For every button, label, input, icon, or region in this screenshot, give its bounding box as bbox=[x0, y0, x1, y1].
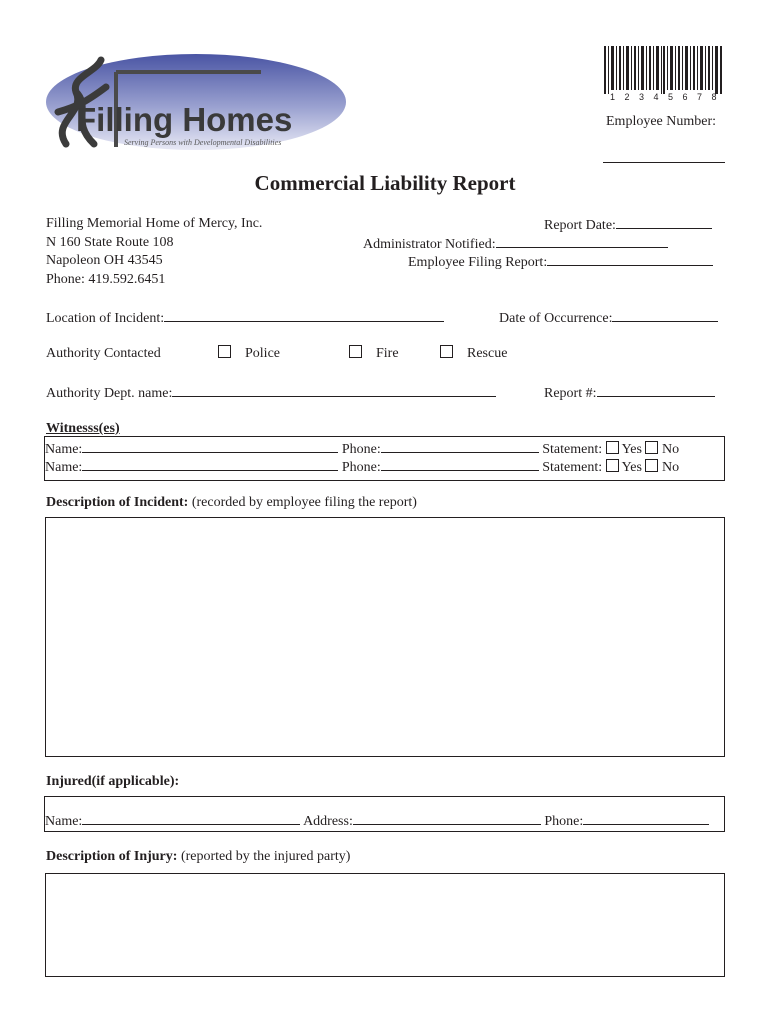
option-rescue[interactable] bbox=[440, 345, 507, 363]
report-date-label: Report Date: bbox=[544, 218, 616, 233]
witness-2-name-field[interactable] bbox=[82, 457, 338, 471]
injury-description-note: (reported by the injured party) bbox=[180, 849, 351, 864]
police-checkbox[interactable] bbox=[218, 345, 231, 358]
incident-description-textarea[interactable] bbox=[45, 517, 725, 757]
option-police[interactable] bbox=[218, 345, 280, 363]
org-address-line2: Napoleon OH 43545 bbox=[46, 253, 163, 268]
employee-filing-label: Employee Filing Report: bbox=[408, 255, 548, 270]
rescue-checkbox[interactable] bbox=[440, 345, 453, 358]
report-date-row bbox=[544, 215, 712, 235]
report-number-label: Report #: bbox=[544, 386, 597, 401]
org-phone: Phone: 419.592.6451 bbox=[46, 272, 166, 287]
location-field[interactable] bbox=[164, 308, 444, 322]
report-date-field[interactable] bbox=[616, 215, 712, 229]
witnesses-heading: Witnesss(es) bbox=[46, 421, 120, 436]
witness-row-2 bbox=[45, 457, 679, 477]
witness-statement-label: Statement: bbox=[542, 442, 603, 457]
yes-label: Yes bbox=[621, 460, 642, 475]
barcode-digits: 1 2 3 4 5 6 7 8 bbox=[610, 92, 721, 102]
logo bbox=[46, 52, 346, 152]
police-label: Police bbox=[245, 346, 280, 361]
injured-address-field[interactable] bbox=[353, 811, 541, 825]
authority-contacted-label: Authority Contacted bbox=[46, 346, 161, 361]
admin-notified-label: Administrator Notified: bbox=[363, 237, 496, 252]
logo-name: Filling Homes bbox=[76, 101, 293, 138]
witness-phone-label: Phone: bbox=[341, 442, 381, 457]
no-label: No bbox=[661, 460, 680, 475]
injured-name-label: Name: bbox=[45, 814, 83, 829]
injury-description-heading-row bbox=[46, 848, 350, 866]
barcode bbox=[604, 46, 722, 106]
report-number-row bbox=[544, 383, 715, 403]
witness-statement-label: Statement: bbox=[542, 460, 603, 475]
employee-filing-row bbox=[408, 252, 713, 272]
witness-1-phone-field[interactable] bbox=[381, 439, 539, 453]
org-name: Filling Memorial Home of Mercy, Inc. bbox=[46, 216, 263, 231]
report-number-field[interactable] bbox=[597, 383, 715, 397]
dept-name-field[interactable] bbox=[172, 383, 496, 397]
yes-label: Yes bbox=[621, 442, 642, 457]
dept-name-label: Authority Dept. name: bbox=[46, 386, 173, 401]
witness-phone-label: Phone: bbox=[341, 460, 381, 475]
incident-description-note: (recorded by employee filing the report) bbox=[191, 495, 417, 510]
witness-2-phone-field[interactable] bbox=[381, 457, 539, 471]
location-label: Location of Incident: bbox=[46, 311, 165, 326]
injured-row bbox=[45, 811, 709, 831]
incident-description-heading-row bbox=[46, 494, 417, 512]
witness-2-yes-checkbox[interactable] bbox=[606, 459, 619, 472]
witness-name-label: Name: bbox=[45, 460, 83, 475]
no-label: No bbox=[661, 442, 680, 457]
injury-description-textarea[interactable] bbox=[45, 873, 725, 977]
witness-1-yes-checkbox[interactable] bbox=[606, 441, 619, 454]
logo-tagline: Serving Persons with Developmental Disabilities bbox=[124, 138, 282, 147]
injured-address-label: Address: bbox=[303, 814, 353, 829]
admin-notified-row bbox=[363, 234, 668, 254]
date-occurrence-row bbox=[499, 308, 718, 328]
witness-row-1 bbox=[45, 439, 679, 459]
rescue-label: Rescue bbox=[467, 346, 508, 361]
incident-description-heading: Description of Incident: bbox=[46, 495, 189, 510]
barcode-bars bbox=[604, 46, 722, 94]
fire-checkbox[interactable] bbox=[349, 345, 362, 358]
page-title: Commercial Liability Report bbox=[254, 171, 516, 195]
location-row bbox=[46, 308, 444, 328]
date-occurrence-field[interactable] bbox=[612, 308, 718, 322]
option-fire[interactable] bbox=[349, 345, 399, 363]
fire-label: Fire bbox=[376, 346, 399, 361]
witness-1-name-field[interactable] bbox=[82, 439, 338, 453]
employee-number-label: Employee Number: bbox=[606, 114, 717, 129]
injured-phone-label: Phone: bbox=[544, 814, 584, 829]
injury-description-heading: Description of Injury: bbox=[46, 849, 178, 864]
witness-name-label: Name: bbox=[45, 442, 83, 457]
witness-1-no-checkbox[interactable] bbox=[645, 441, 658, 454]
injured-name-field[interactable] bbox=[82, 811, 300, 825]
employee-number-field[interactable] bbox=[603, 162, 725, 163]
date-occurrence-label: Date of Occurrence: bbox=[499, 311, 613, 326]
injured-heading: Injured(if applicable): bbox=[46, 774, 180, 789]
employee-filing-field[interactable] bbox=[547, 252, 713, 266]
witness-2-no-checkbox[interactable] bbox=[645, 459, 658, 472]
admin-notified-field[interactable] bbox=[496, 234, 668, 248]
dept-name-row bbox=[46, 383, 496, 403]
injured-phone-field[interactable] bbox=[583, 811, 709, 825]
org-address-line1: N 160 State Route 108 bbox=[46, 235, 174, 250]
